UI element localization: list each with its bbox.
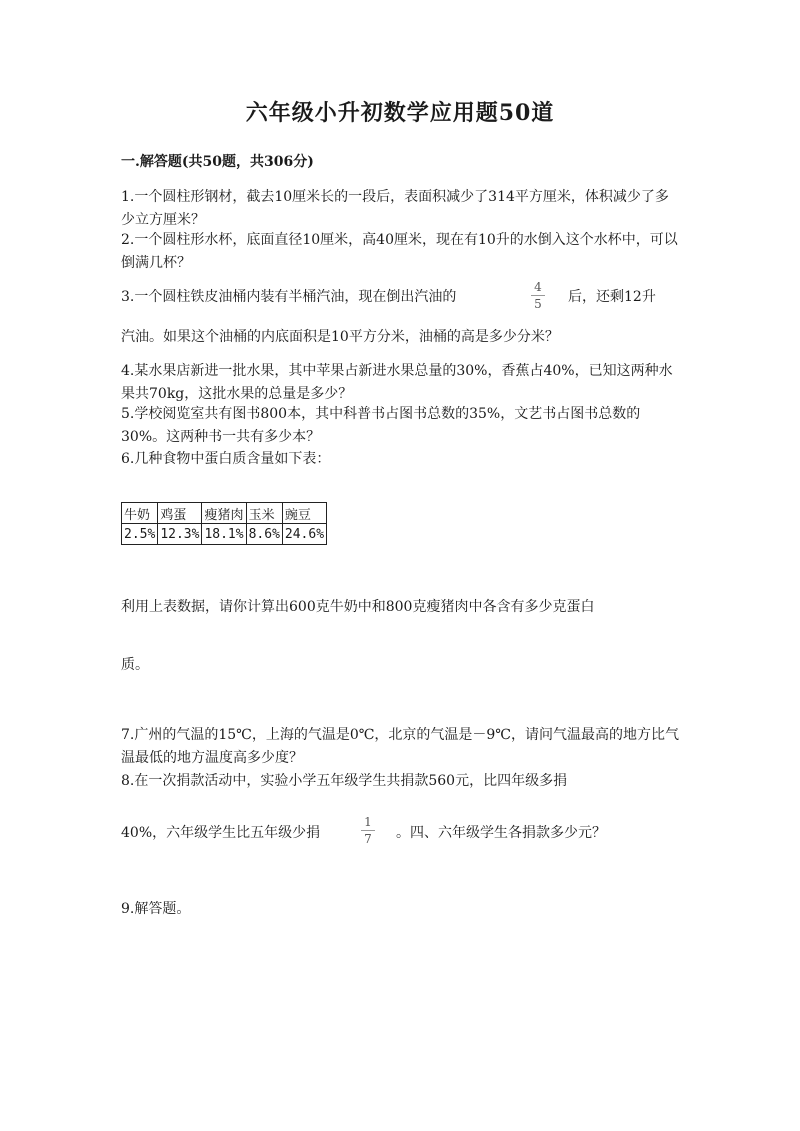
question-3-fraction [531,280,545,311]
question-5: 5.学校阅览室共有图书800本，其中科普书占图书总数的35%，文艺书占图书总数的30%。这两种书一共有多少本？ [121,406,641,445]
question-6-line-1: 利用上表数据，请你计算出600克牛奶中和800克瘦猪肉中各含有多少克蛋白 [121,599,595,615]
question-6-intro: 6.几种食物中蛋白质含量如下表： [121,451,331,467]
table-row [122,524,327,545]
question-8-fraction [361,815,375,846]
question-1: 1.一个圆柱形钢材，截去10厘米长的一段后，表面积减少了314平方厘米，体积减少了多少立方厘米？ [121,189,669,228]
question-8-line-1: 8.在一次捐款活动中，实验小学五年级学生共捐款560元，比四年级多捐 [121,773,568,789]
section-heading: 一.解答题(共50题，共306分) [121,154,314,170]
table-header-cell: 瘦猪肉 [202,503,246,524]
table-header-row [122,503,327,524]
table-cell: 24.6% [282,524,326,545]
fraction-bar [531,295,545,296]
table-header-cell: 豌豆 [282,503,326,524]
question-3-line-2: 汽油。如果这个油桶的内底面积是10平方分米，油桶的高是多少分米？ [121,329,559,345]
table-cell: 2.5% [122,524,158,545]
fraction-bar [361,830,375,831]
table-header-cell: 鸡蛋 [158,503,202,524]
table-cell: 12.3% [158,524,202,545]
fraction-denominator: 5 [534,297,542,311]
table-cell: 8.6% [246,524,282,545]
question-4: 4.某水果店新进一批水果，其中苹果占新进水果总量的30%，香蕉占40%，已知这两种水果共70kg，这批水果的总量是多少？ [121,363,673,402]
question-9: 9.解答题。 [121,901,191,917]
question-3-line-1a: 3.一个圆柱铁皮油桶内装有半桶汽油，现在倒出汽油的 [121,289,457,305]
question-7: 7.广州的气温的15℃，上海的气温是0℃，北京的气温是－9℃，请问气温最高的地方比气温最低的地方温度高多少度？ [121,727,679,766]
fraction-denominator: 7 [364,832,372,846]
question-3-line-1b: 后，还剩12升 [568,289,656,305]
table-header-cell: 玉米 [246,503,282,524]
table-header-cell: 牛奶 [122,503,158,524]
question-8-line-2a: 40%，六年级学生比五年级少捐 [121,825,321,841]
protein-table [121,502,327,545]
question-2: 2.一个圆柱形水杯，底面直径10厘米，高40厘米，现在有10升的水倒入这个水杯中，可以倒满几杯？ [121,232,678,271]
page-title: 六年级小升初数学应用题50道 [245,100,555,126]
question-8-line-2b: 。四、六年级学生各捐款多少元？ [396,825,606,841]
question-6-line-2: 质。 [121,657,149,673]
fraction-numerator: 4 [534,280,542,294]
table-cell: 18.1% [202,524,246,545]
fraction-numerator: 1 [364,815,372,829]
